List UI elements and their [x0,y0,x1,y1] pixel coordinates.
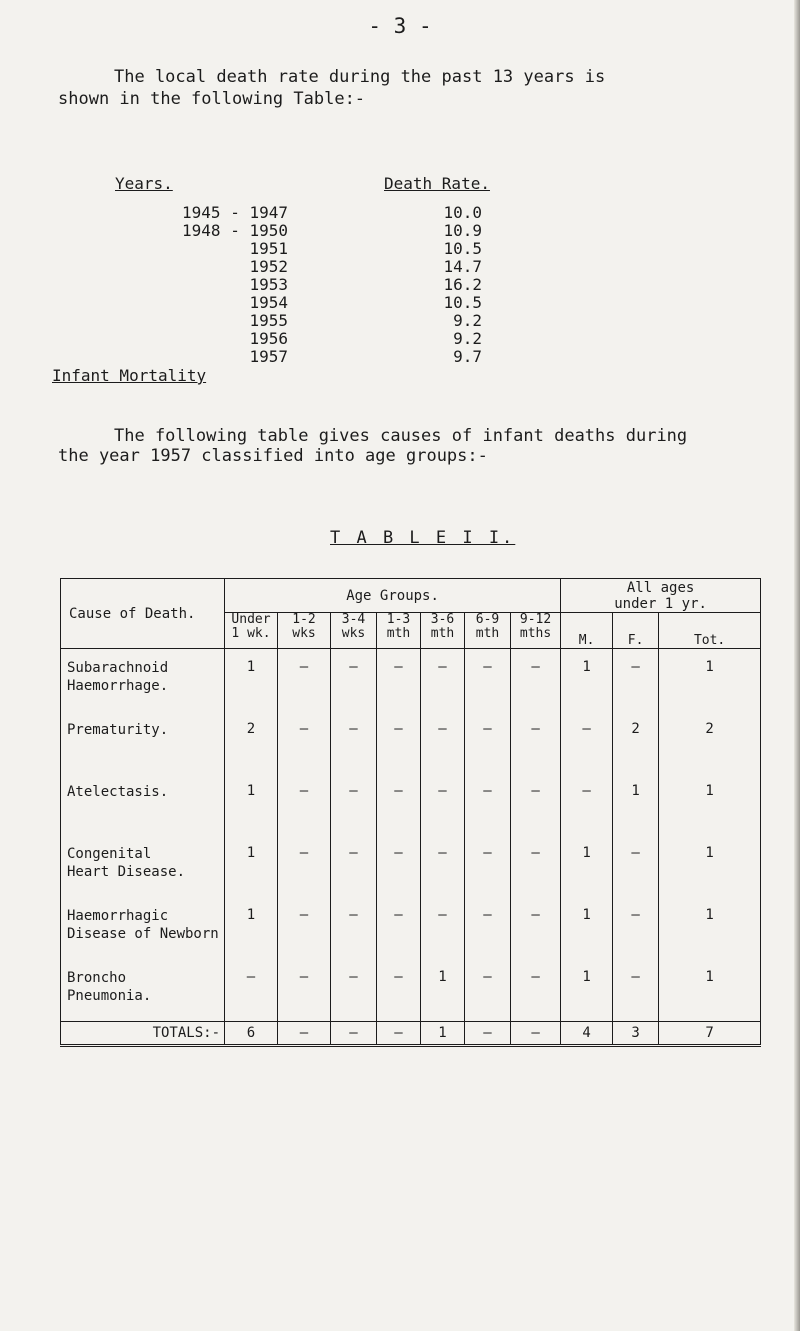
cause-cell [61,959,225,1022]
death-rate-header: Death Rate. [384,174,490,193]
cause-of-death-header: Cause of Death. [61,579,225,649]
rate-years: 1957 [249,347,288,366]
col-header-line: 1-3 [386,612,411,627]
total-cell: 4 [561,1022,613,1046]
value-cell: – [331,959,377,1022]
total-cell: 6 [225,1022,278,1046]
col-header-line: mth [386,626,411,641]
totals-row [61,1022,761,1046]
value-cell: – [465,649,511,712]
rate-years: 1952 [249,257,288,276]
age-col-header [465,613,511,649]
value-cell: 2 [613,711,659,773]
table-row [61,773,761,835]
sex-col-header [613,613,659,649]
value-cell: – [377,711,421,773]
age-col-header [331,613,377,649]
years-header: Years. [115,174,173,193]
col-header-line: 3-6 [430,612,455,627]
death-rate-list [0,204,800,366]
col-header-line: 6-9 [475,612,500,627]
value-cell: – [278,773,331,835]
cause-line: Disease of Newborn [67,926,219,942]
rate-value: 9.2 [453,329,482,348]
totals-label: TOTALS:- [61,1022,225,1046]
value-cell: – [613,649,659,712]
value-cell: – [613,897,659,959]
value-cell: 1 [225,897,278,959]
total-cell: – [511,1022,561,1046]
cause-line: Pneumonia. [67,988,152,1004]
col-header-line: mth [475,626,500,641]
value-cell: – [421,649,465,712]
value-cell: – [377,649,421,712]
value-cell: 1 [659,649,761,712]
value-cell: – [331,835,377,897]
table-row [61,959,761,1022]
value-cell: – [225,959,278,1022]
value-cell: – [421,711,465,773]
col-header-line: 1-2 [292,612,316,627]
value-cell: – [377,897,421,959]
age-col-header [511,613,561,649]
cause-cell [61,711,225,773]
cause-line: Haemorrhagic [67,908,169,924]
value-cell: 1 [561,897,613,959]
value-cell: 1 [561,959,613,1022]
value-cell: – [511,835,561,897]
table-row [61,649,761,712]
value-cell: 1 [561,649,613,712]
all-ages-line: under 1 yr. [614,595,707,612]
death-rate-row [0,222,800,240]
value-cell: 2 [659,711,761,773]
value-cell: – [465,711,511,773]
cause-cell [61,773,225,835]
value-cell: 1 [225,773,278,835]
rate-years: 1951 [249,239,288,258]
value-cell: 2 [225,711,278,773]
value-cell: – [465,835,511,897]
table-title: T A B L E I I. [330,528,516,548]
value-cell: – [331,711,377,773]
death-rate-row [0,348,800,366]
death-rate-row [0,204,800,222]
table-row [61,835,761,897]
rate-years: 1945 - 1947 [182,203,288,222]
total-cell: – [377,1022,421,1046]
value-cell: – [331,773,377,835]
death-rate-row [0,276,800,294]
col-header-line: Tot. [693,633,726,648]
death-rate-row [0,294,800,312]
infant-intro-line: The following table gives causes of infant deaths during [114,426,688,446]
age-col-header [225,613,278,649]
rate-value: 10.5 [443,239,482,258]
value-cell: – [278,711,331,773]
cause-cell [61,835,225,897]
value-cell: – [465,897,511,959]
value-cell: 1 [659,773,761,835]
col-header-line: 9-12 [519,612,552,627]
page-number: - 3 - [368,14,432,38]
rate-value: 10.9 [443,221,482,240]
value-cell: 1 [659,959,761,1022]
age-col-header [377,613,421,649]
col-header-line: Under [231,612,271,627]
all-ages-line: All ages [626,579,695,596]
cause-line: Subarachnoid [67,660,169,676]
death-rate-row [0,258,800,276]
value-cell: – [421,897,465,959]
col-header-line: 1 wk. [231,626,271,641]
col-header-line: M. [578,633,595,648]
rate-value: 9.2 [453,311,482,330]
sex-col-header [561,613,613,649]
age-col-header [278,613,331,649]
infant-mortality-heading: Infant Mortality [52,366,207,385]
total-col-header [659,613,761,649]
scan-edge-shadow [794,0,800,1331]
value-cell: – [377,959,421,1022]
value-cell: – [278,649,331,712]
rate-value: 10.5 [443,293,482,312]
value-cell: – [511,711,561,773]
table-row [61,897,761,959]
col-header-line: wks [341,626,366,641]
value-cell: 1 [225,649,278,712]
value-cell: – [561,773,613,835]
value-cell: – [331,897,377,959]
value-cell: – [511,959,561,1022]
col-header-line: 3-4 [341,612,366,627]
value-cell: – [511,897,561,959]
all-ages-header [561,579,761,613]
total-cell: – [278,1022,331,1046]
rate-value: 16.2 [443,275,482,294]
value-cell: 1 [421,959,465,1022]
value-cell: 1 [659,835,761,897]
rate-value: 14.7 [443,257,482,276]
rate-years: 1956 [249,329,288,348]
table-row [61,711,761,773]
value-cell: – [377,773,421,835]
value-cell: 1 [659,897,761,959]
death-rate-row [0,240,800,258]
value-cell: – [465,959,511,1022]
rate-years: 1954 [249,293,288,312]
cause-line: Heart Disease. [67,864,186,880]
value-cell: – [613,959,659,1022]
col-header-line: F. [627,633,644,648]
rate-years: 1953 [249,275,288,294]
col-header-line: wks [292,626,316,641]
col-header-line: mth [430,626,455,641]
death-rate-row [0,330,800,348]
value-cell: – [613,835,659,897]
value-cell: – [331,649,377,712]
cause-line: Broncho [67,970,127,986]
cause-line: Atelectasis. [67,784,169,800]
rate-value: 10.0 [443,203,482,222]
intro-line: shown in the following Table:- [58,89,366,109]
total-cell: 7 [659,1022,761,1046]
value-cell: – [278,897,331,959]
value-cell: – [465,773,511,835]
cause-cell [61,897,225,959]
col-header-line: mths [519,626,552,641]
infant-intro-paragraph [58,426,778,466]
death-rate-row [0,312,800,330]
value-cell: – [421,835,465,897]
value-cell: 1 [561,835,613,897]
value-cell: – [561,711,613,773]
cause-line: Haemorrhage. [67,678,169,694]
value-cell: – [377,835,421,897]
total-cell: – [465,1022,511,1046]
value-cell: 1 [225,835,278,897]
age-col-header [421,613,465,649]
total-cell: – [331,1022,377,1046]
rate-years: 1955 [249,311,288,330]
value-cell: 1 [613,773,659,835]
cause-cell [61,649,225,712]
age-groups-header: Age Groups. [225,579,561,613]
value-cell: – [511,649,561,712]
value-cell: – [278,959,331,1022]
intro-paragraph [58,66,758,110]
infant-deaths-table [60,578,761,1047]
rate-years: 1948 - 1950 [182,221,288,240]
infant-intro-line: the year 1957 classified into age groups:- [58,446,488,466]
cause-line: Prematurity. [67,722,169,738]
value-cell: – [511,773,561,835]
total-cell: 3 [613,1022,659,1046]
value-cell: – [278,835,331,897]
total-cell: 1 [421,1022,465,1046]
rate-value: 9.7 [453,347,482,366]
value-cell: – [421,773,465,835]
intro-line: The local death rate during the past 13 years is [114,67,606,87]
cause-line: Congenital [67,846,152,862]
